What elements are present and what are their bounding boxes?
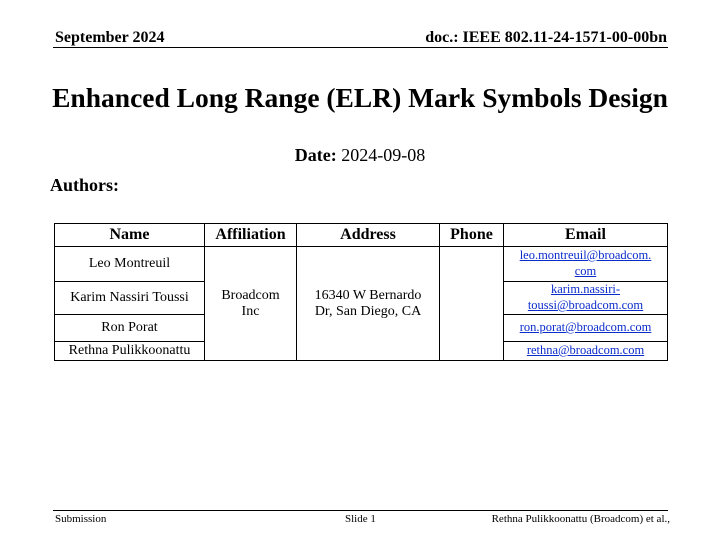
email-cell <box>504 282 668 315</box>
author-name: Rethna Pulikkoonattu <box>55 342 205 361</box>
column-header-address: Address <box>297 224 440 247</box>
email-line-1: leo.montreuil@broadcom. <box>519 248 652 262</box>
address-line-2: Dr, San Diego, CA <box>314 303 422 319</box>
email-link[interactable] <box>520 248 652 278</box>
email-cell <box>504 342 668 361</box>
email-line-2: toussi@broadcom.com <box>527 298 644 312</box>
footer-author: Rethna Pulikkoonattu (Broadcom) et al., <box>491 513 670 525</box>
address-line-1: 16340 W Bernardo <box>314 287 422 303</box>
email-line-1: karim.nassiri- <box>550 282 621 296</box>
authors-table <box>54 223 668 361</box>
email-line-2: com <box>574 264 597 278</box>
column-header-email: Email <box>504 224 668 247</box>
footer-divider <box>53 510 668 511</box>
affiliation-cell <box>205 247 297 361</box>
column-header-affiliation: Affiliation <box>205 224 297 247</box>
email-link[interactable]: ron.porat@broadcom.com <box>519 320 652 334</box>
slide-title: Enhanced Long Range (ELR) Mark Symbols Design <box>52 82 668 113</box>
phone-cell <box>440 247 504 361</box>
email-cell <box>504 247 668 282</box>
header-divider <box>53 47 668 48</box>
affiliation-line-1: Broadcom <box>221 287 280 303</box>
author-name: Ron Porat <box>55 315 205 342</box>
author-name: Leo Montreuil <box>55 247 205 282</box>
header-date: September 2024 <box>55 29 165 46</box>
address-cell <box>297 247 440 361</box>
footer-submission: Submission <box>55 513 107 525</box>
date-label: Date: <box>294 145 337 165</box>
affiliation-line-2: Inc <box>241 303 260 319</box>
email-link[interactable]: rethna@broadcom.com <box>526 343 645 357</box>
date-line <box>0 145 720 165</box>
author-name: Karim Nassiri Toussi <box>55 282 205 315</box>
footer-slide-number: Slide 1 <box>345 513 376 525</box>
table-row <box>55 247 668 282</box>
authors-heading: Authors: <box>50 175 120 195</box>
email-cell <box>504 315 668 342</box>
table-header-row <box>55 224 668 247</box>
column-header-phone: Phone <box>440 224 504 247</box>
date-value: 2024-09-08 <box>341 145 426 165</box>
email-link[interactable] <box>528 282 643 312</box>
column-header-name: Name <box>55 224 205 247</box>
header-doc-id: doc.: IEEE 802.11-24-1571-00-00bn <box>425 29 667 46</box>
